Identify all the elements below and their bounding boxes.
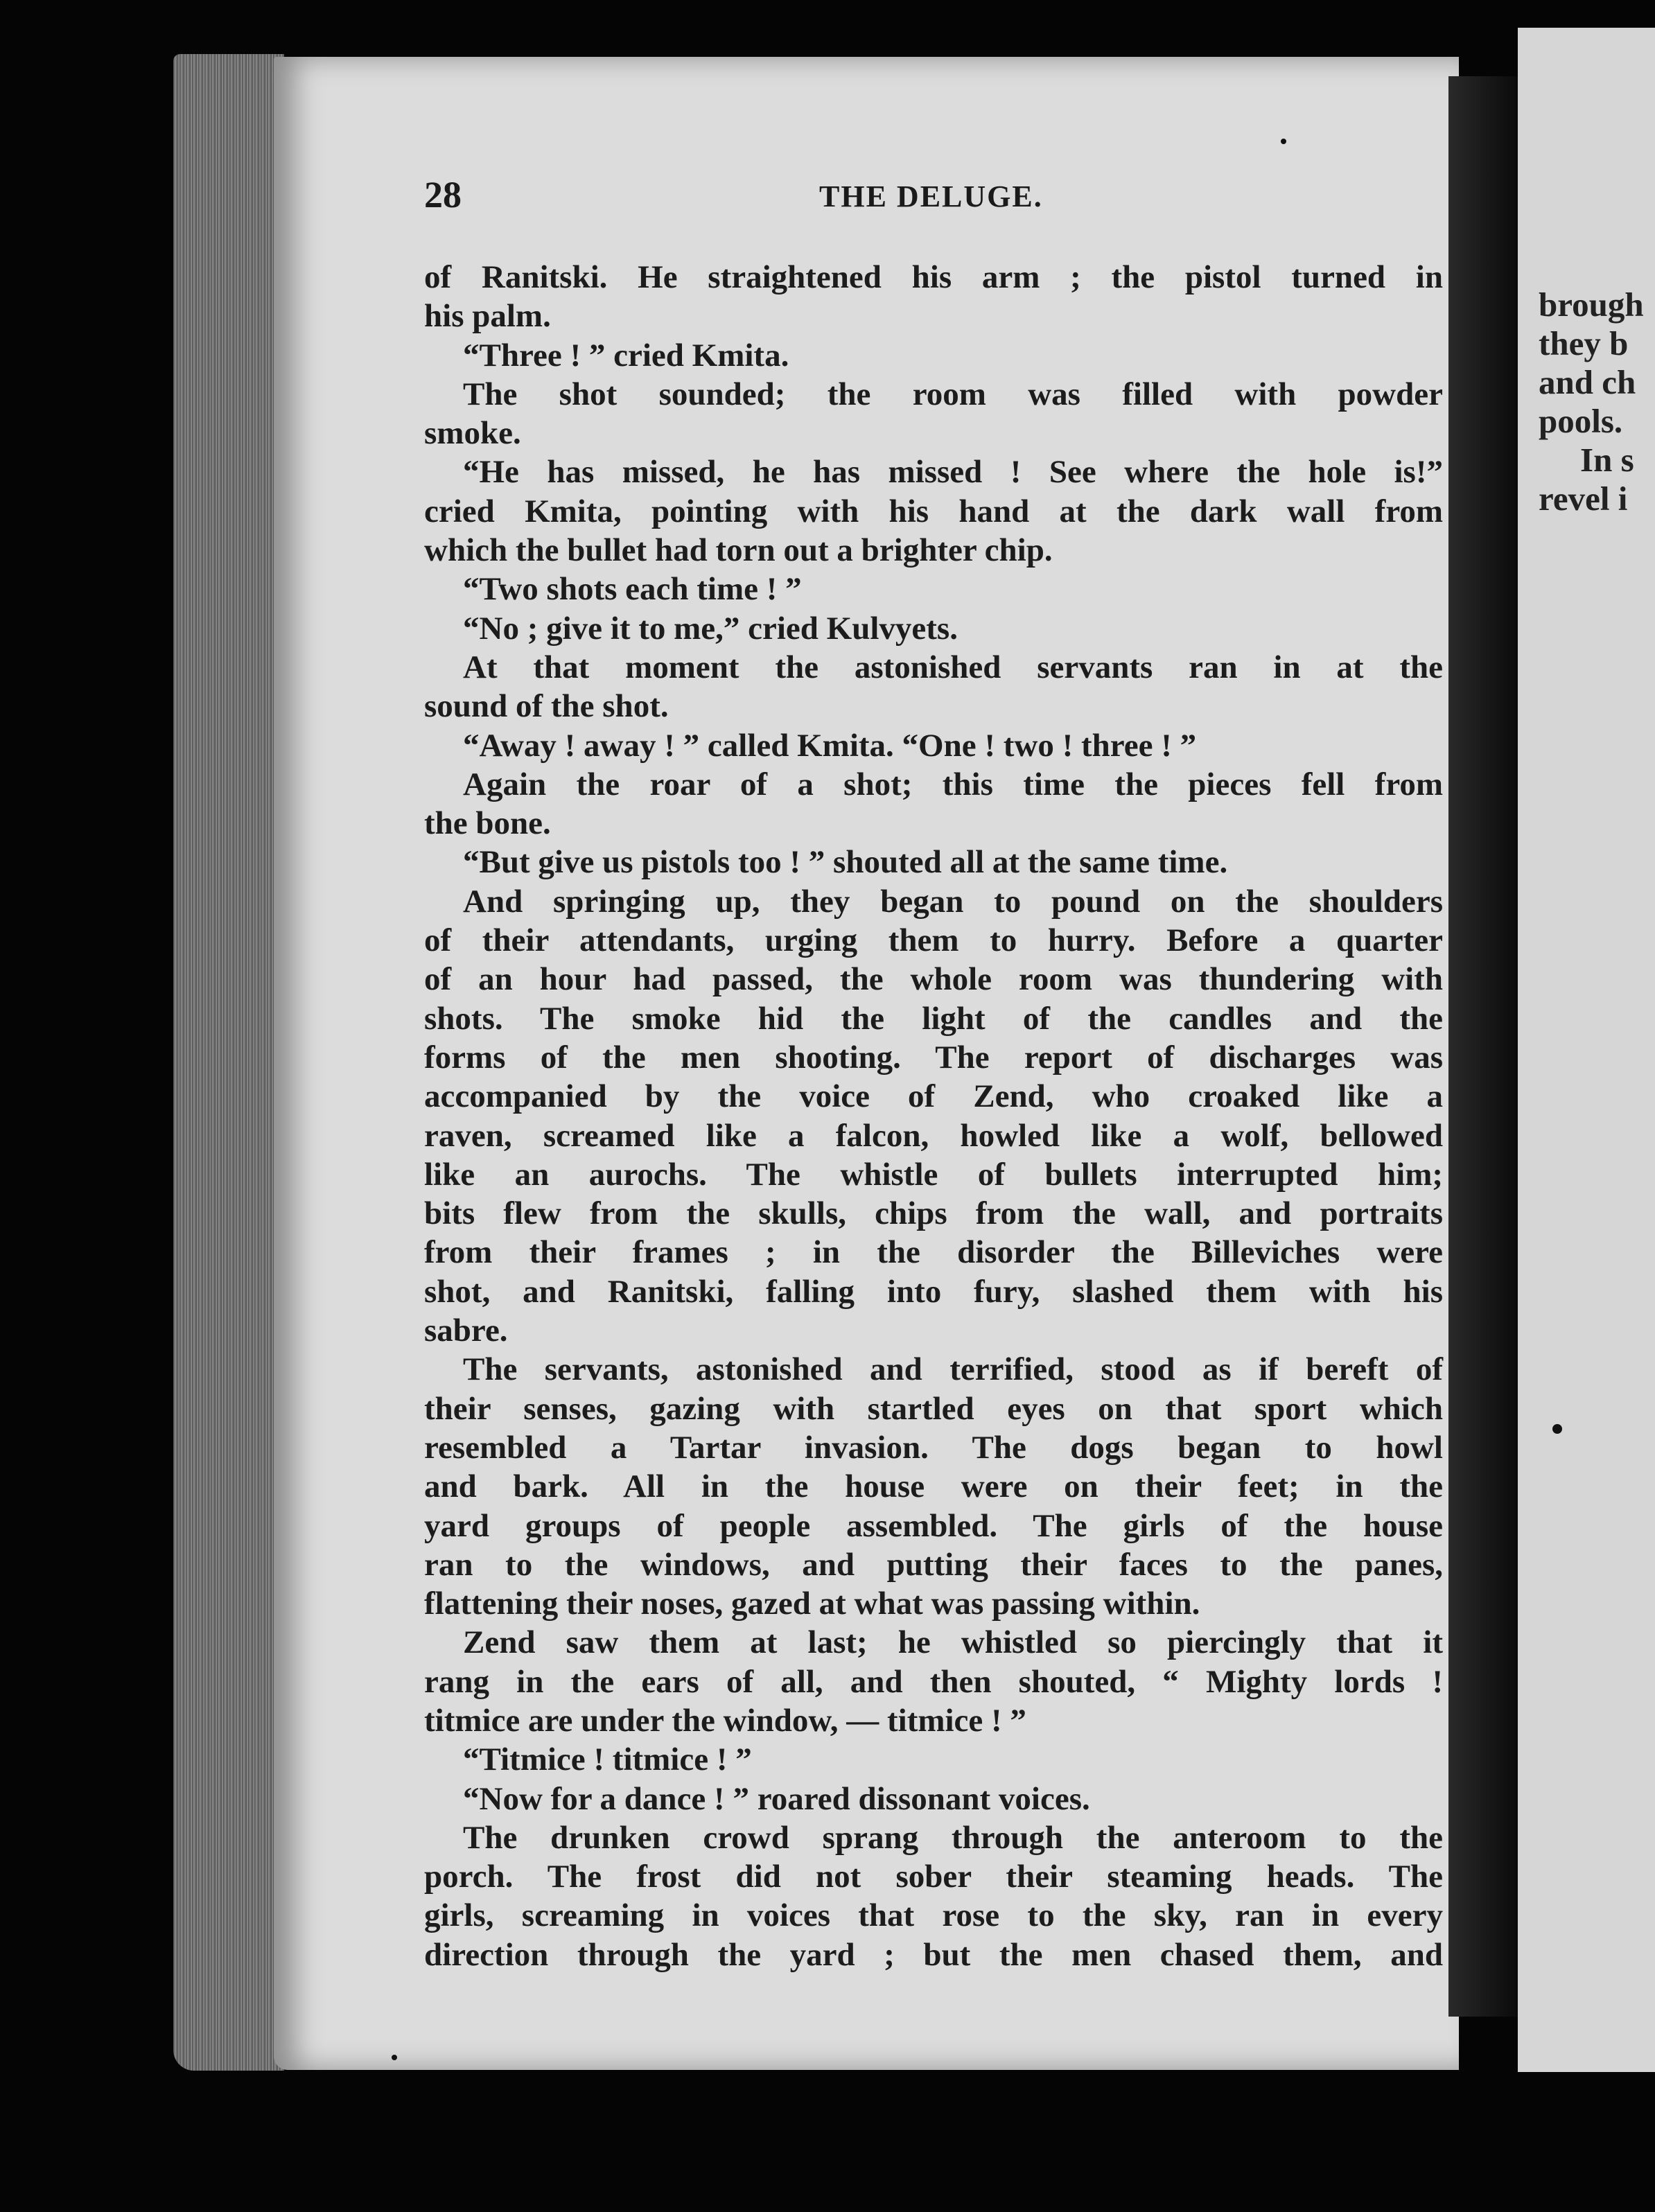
body-text (424, 258, 1443, 1974)
text-line: which the bullet had torn out a brighter chip. (424, 532, 1053, 569)
text-line: ran to the windows, and putting their faces to the panes, (424, 1546, 1443, 1583)
text-line: of Ranitski. He straightened his arm ; the pistol turned in (424, 259, 1443, 295)
text-line: raven, screamed like a falcon, howled like a wolf, bellowed (424, 1117, 1443, 1154)
text-line: The servants, astonished and terrified, stood as if bereft of (463, 1351, 1443, 1388)
text-line: The drunken crowd sprang through the anteroom to the (463, 1819, 1443, 1856)
text-line: At that moment the astonished servants ran in at the (463, 649, 1443, 685)
running-title: THE DELUGE. (819, 179, 1043, 213)
text-line: bits flew from the skulls, chips from the wall, and portraits (424, 1195, 1443, 1232)
text-line: “No ; give it to me,” cried Kulvyets. (463, 610, 958, 647)
facing-page-line: pools. (1539, 402, 1623, 440)
facing-page-line: and ch (1539, 363, 1636, 401)
text-line: like an aurochs. The whistle of bullets interrupted him; (424, 1156, 1443, 1193)
text-line: direction through the yard ; but the men chased them, and (424, 1936, 1443, 1973)
text-line: yard groups of people assembled. The girls of the house (424, 1507, 1443, 1544)
text-line: flattening their noses, gazed at what was passing within. (424, 1586, 1200, 1622)
page-number: 28 (424, 174, 462, 216)
text-line: “He has missed, he has missed ! See where the hole is!” (463, 454, 1443, 491)
text-line: their senses, gazing with startled eyes on that sport which (424, 1390, 1443, 1427)
dust-speck (392, 2055, 397, 2060)
dust-speck (1281, 139, 1286, 144)
text-line: sabre. (424, 1313, 508, 1349)
page-header (424, 173, 1443, 222)
text-line: “Away ! away ! ” called Kmita. “One ! two ! three ! ” (463, 727, 1197, 764)
facing-page-line: they b (1539, 324, 1629, 362)
text-line: rang in the ears of all, and then shouted, “ Mighty lords ! (424, 1663, 1443, 1700)
text-line: “Titmice ! titmice ! ” (463, 1741, 752, 1778)
text-line: Zend saw them at last; he whistled so piercingly that it (463, 1624, 1443, 1661)
text-line: his palm. (424, 298, 551, 335)
text-line: porch. The frost did not sober their steaming heads. The (424, 1859, 1443, 1895)
text-line: Again the roar of a shot; this time the pieces fell from (463, 766, 1443, 802)
dust-speck (1552, 1424, 1562, 1434)
text-line: shots. The smoke hid the light of the candles and the (424, 1000, 1443, 1037)
text-line: shot, and Ranitski, falling into fury, slashed them with his (424, 1273, 1443, 1310)
text-line: titmice are under the window, — titmice ! ” (424, 1702, 1026, 1739)
text-line: forms of the men shooting. The report of discharges was (424, 1039, 1443, 1076)
text-line: accompanied by the voice of Zend, who croaked like a (424, 1078, 1443, 1115)
text-line: “Two shots each time ! ” (463, 571, 802, 608)
text-line: “But give us pistols too ! ” shouted all at the same time. (463, 844, 1228, 881)
facing-page-line: In s (1580, 441, 1634, 479)
facing-page-line: revel i (1539, 480, 1628, 518)
text-line: cried Kmita, pointing with his hand at the dark wall from (424, 493, 1443, 529)
text-line: girls, screaming in voices that rose to the sky, ran in every (424, 1897, 1443, 1934)
facing-page-line: brough (1539, 286, 1644, 324)
book-page-edges (173, 54, 284, 2071)
text-line: from their frames ; in the disorder the Billeviches were (424, 1234, 1443, 1271)
text-line: The shot sounded; the room was filled with powder (463, 376, 1443, 412)
text-line: of an hour had passed, the whole room was thundering with (424, 961, 1443, 998)
text-line: resembled a Tartar invasion. The dogs began to howl (424, 1429, 1443, 1466)
text-line: smoke. (424, 415, 521, 452)
text-line: And springing up, they began to pound on the shoulders (463, 883, 1443, 920)
facing-page-fragment (1518, 28, 1655, 2072)
text-line: “Now for a dance ! ” roared dissonant voices. (463, 1780, 1090, 1817)
gutter-shadow (1448, 76, 1518, 2017)
text-line: “Three ! ” cried Kmita. (463, 337, 789, 374)
text-line: the bone. (424, 805, 551, 842)
text-line: and bark. All in the house were on their feet; in the (424, 1468, 1443, 1505)
text-line: sound of the shot. (424, 688, 669, 725)
text-line: of their attendants, urging them to hurry. Before a quarter (424, 922, 1443, 959)
